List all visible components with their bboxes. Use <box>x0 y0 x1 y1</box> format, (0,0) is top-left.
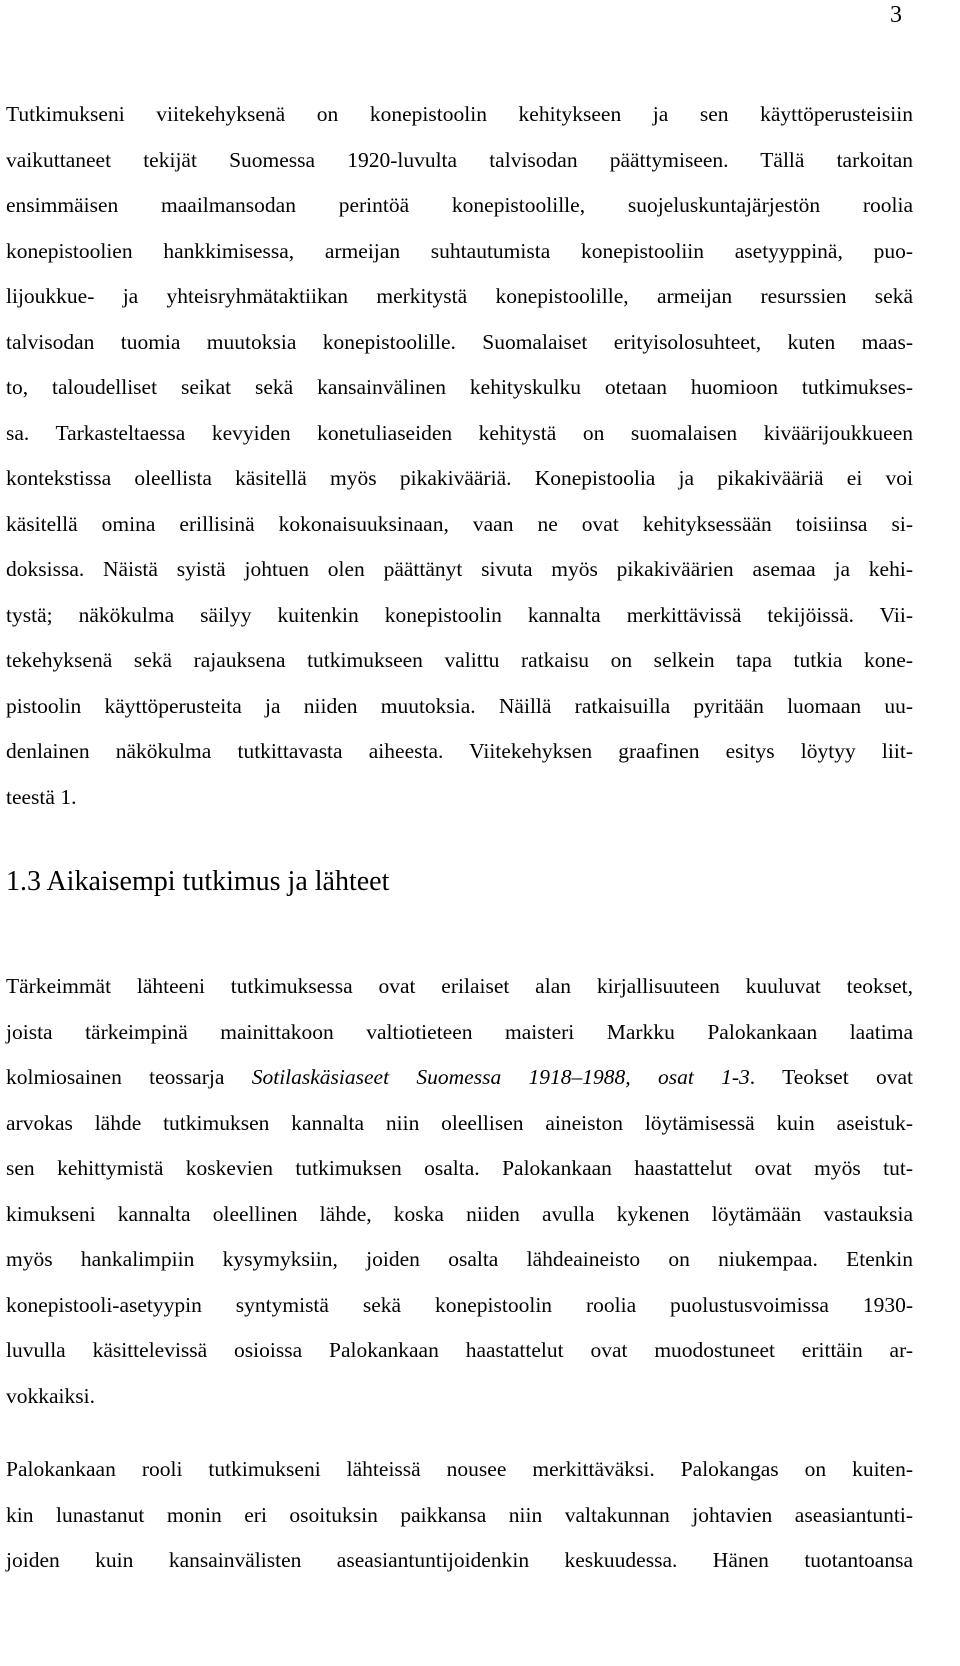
text-line: arvokas lähde tutkimuksen kannalta niin oleellisen aineiston löytämisessä kuin aseistuk- <box>6 1110 913 1135</box>
text-line: denlainen näkökulma tutkittavasta aiheesta. Viitekehyksen graafinen esitys löytyy liit- <box>6 739 913 763</box>
text-line: talvisodan tuomia muutoksia konepistoolille. Suomalaiset erityisolosuhteet, kuten maas- <box>6 329 913 354</box>
book-title: Sotilaskäsiaseet Suomessa 1918–1988, osat 1-3 <box>251 1065 750 1089</box>
page-number: 3 <box>890 2 902 28</box>
text-fragment: kolmiosainen teossarja <box>6 1065 252 1089</box>
text-line: sa. Tarkasteltaessa kevyiden konetuliaseiden kehitystä on suomalaisen kiväärijoukkueen <box>6 420 913 445</box>
paragraph-framework <box>6 92 913 820</box>
text-line: teestä 1. <box>6 784 77 809</box>
text-line: ensimmäisen maailmansodan perintöä konepistoolille, suojeluskuntajärjestön roolia <box>6 193 913 217</box>
text-line: kin lunastanut monin eri osoituksin paikkansa niin valtakunnan johtavien aseasiantunti- <box>6 1502 913 1527</box>
text-line: to, taloudelliset seikat sekä kansainvälinen kehityskulku otetaan huomioon tutkimukses- <box>6 375 913 399</box>
text-line: tystä; näkökulma säilyy kuitenkin konepistoolin kannalta merkittävissä tekijöissä. Vii- <box>6 602 913 627</box>
text-line: tekehyksenä sekä rajauksena tutkimukseen valittu ratkaisu on selkein tapa tutkia kone- <box>6 648 913 672</box>
text-line: vaikuttaneet tekijät Suomessa 1920-luvulta talvisodan päättymiseen. Tällä tarkoitan <box>6 147 913 172</box>
text-line: pistoolin käyttöperusteita ja niiden muutoksia. Näillä ratkaisuilla pyritään luomaan uu- <box>6 693 913 718</box>
text-line: vokkaiksi. <box>6 1383 95 1408</box>
paragraph-palokangas <box>6 1447 913 1584</box>
text-line: joista tärkeimpinä mainittakoon valtiotieteen maisteri Markku Palokankaan laatima <box>6 1019 913 1044</box>
text-line: konepistooli-asetyypin syntymistä sekä konepistoolin roolia puolustusvoimissa 1930- <box>6 1292 913 1317</box>
text-line: kimukseni kannalta oleellinen lähde, koska niiden avulla kykenen löytämään vastauksia <box>6 1201 913 1226</box>
text-line: käsitellä omina erillisinä kokonaisuuksinaan, vaan ne ovat kehityksessään toisiinsa si- <box>6 511 913 536</box>
text-line-with-title <box>6 1055 913 1101</box>
text-line: Palokankaan rooli tutkimukseni lähteissä nousee merkittäväksi. Palokangas on kuiten- <box>6 1457 913 1481</box>
text-line: kontekstissa oleellista käsitellä myös pikakivääriä. Konepistoolia ja pikakivääriä ei voi <box>6 466 913 490</box>
text-line: Tutkimukseni viitekehyksenä on konepistoolin kehitykseen ja sen käyttöperusteisiin <box>6 102 913 126</box>
text-line: luvulla käsittelevissä osioissa Palokankaan haastattelut ovat muodostuneet erittäin ar- <box>6 1338 913 1362</box>
text-line: konepistoolien hankkimisessa, armeijan suhtautumista konepistooliin asetyyppinä, puo- <box>6 238 913 263</box>
text-line: joiden kuin kansainvälisten aseasiantuntijoidenkin keskuudessa. Hänen tuotantoansa <box>6 1548 913 1572</box>
section-heading: 1.3 Aikaisempi tutkimus ja lähteet <box>6 866 390 897</box>
text-line: myös hankalimpiin kysymyksiin, joiden osalta lähdeaineisto on niukempaa. Etenkin <box>6 1247 913 1271</box>
text-fragment: . Teokset ovat <box>749 1065 914 1089</box>
text-line: sen kehittymistä koskevien tutkimuksen osalta. Palokankaan haastattelut ovat myös tut- <box>6 1156 913 1180</box>
text-line: Tärkeimmät lähteeni tutkimuksessa ovat erilaiset alan kirjallisuuteen kuuluvat teokset, <box>6 974 913 998</box>
text-line: doksissa. Näistä syistä johtuen olen päättänyt sivuta myös pikakiväärien asemaa ja kehi- <box>6 557 913 581</box>
text-line: lijoukkue- ja yhteisryhmätaktiikan merkitystä konepistoolille, armeijan resurssien sekä <box>6 284 913 308</box>
paragraph-sources <box>6 964 913 1419</box>
